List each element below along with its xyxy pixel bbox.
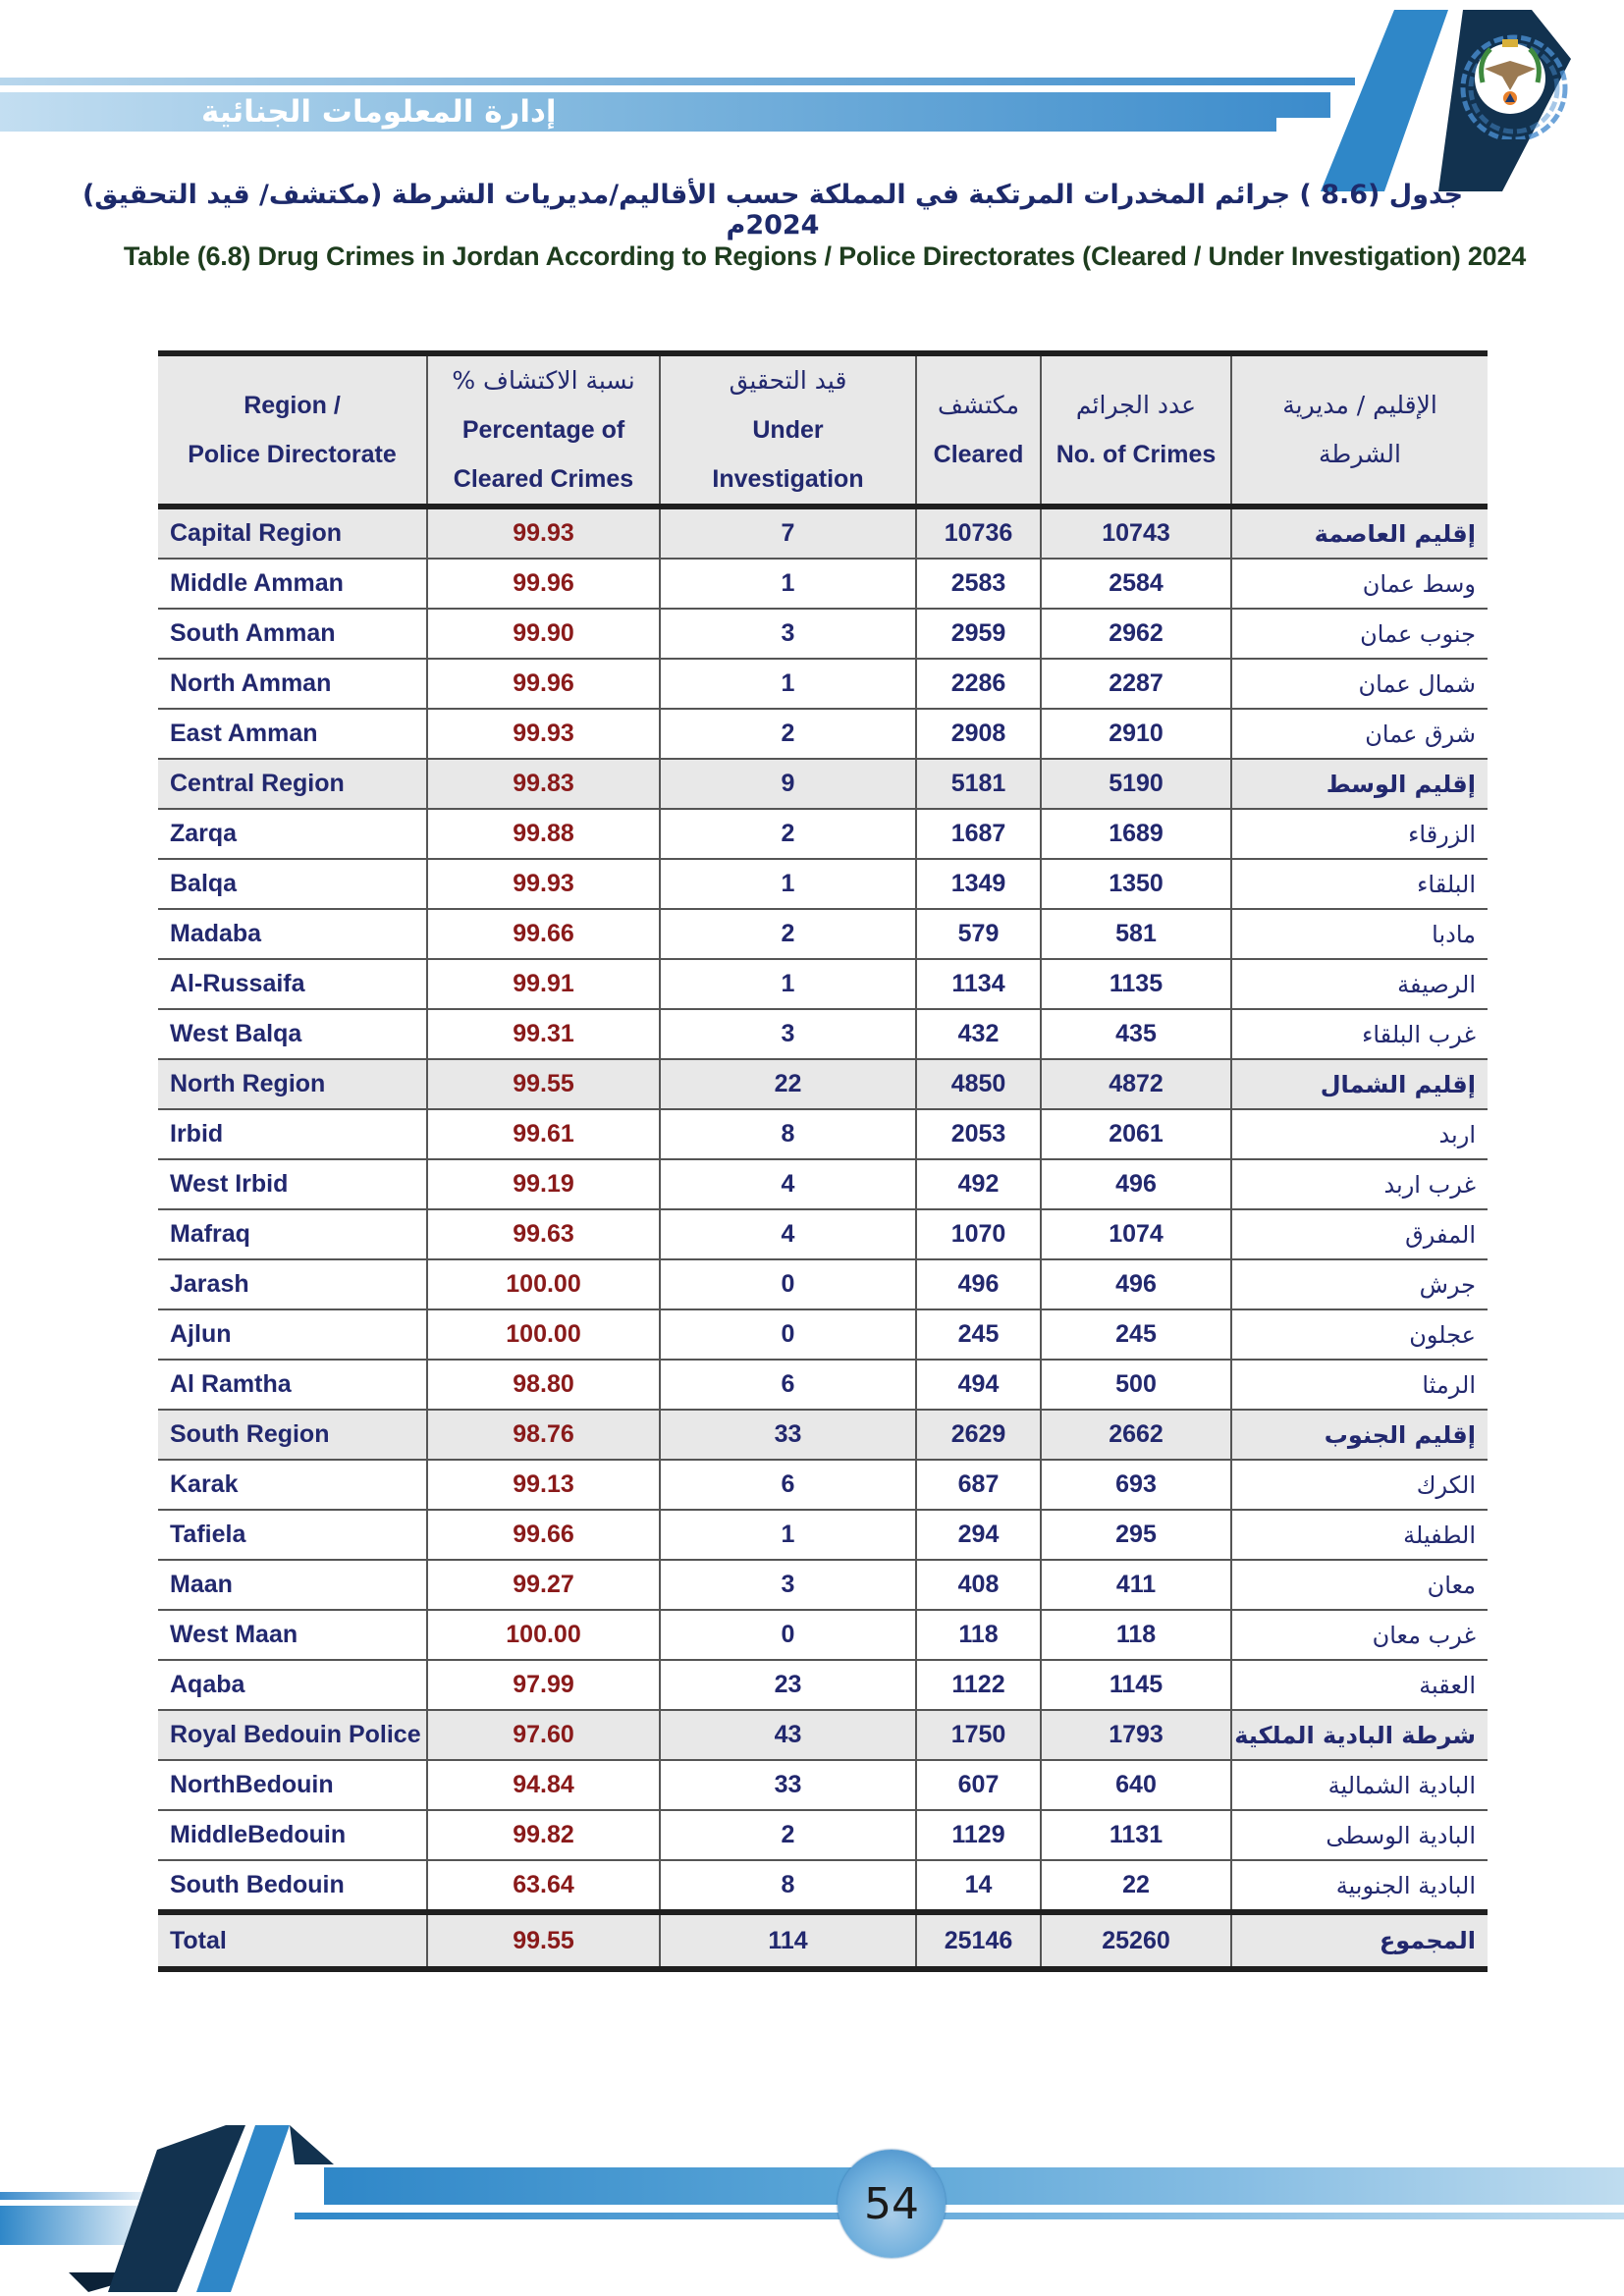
region-name-en: South Bedouin [158,1860,427,1912]
cleared-cell: 687 [916,1460,1041,1510]
no-of-crimes-cell: 2662 [1041,1410,1231,1460]
table-row [158,1460,1488,1510]
cleared-cell: 1122 [916,1660,1041,1710]
region-name-ar: غرب البلقاء [1231,1009,1488,1059]
table-row [158,1660,1488,1710]
under-investigation-cell: 0 [660,1610,916,1660]
table-row [158,1510,1488,1560]
table-row [158,809,1488,859]
under-investigation-cell: 4 [660,1209,916,1259]
region-name-ar: إقليم الجنوب [1231,1410,1488,1460]
under-investigation-cell: 114 [660,1912,916,1969]
column-header-no-of-crimes: عدد الجرائم No. of Crimes [1041,353,1231,507]
table-row [158,1209,1488,1259]
percentage-cleared-cell: 99.55 [427,1059,660,1109]
column-header-under-investigation: قيد التحقيق Under Investigation [660,353,916,507]
percentage-cleared-cell: 99.82 [427,1810,660,1860]
no-of-crimes-cell: 10743 [1041,507,1231,559]
region-name-en: MiddleBedouin [158,1810,427,1860]
cleared-cell: 5181 [916,759,1041,809]
percentage-cleared-cell: 99.31 [427,1009,660,1059]
percentage-cleared-cell: 99.93 [427,859,660,909]
no-of-crimes-cell: 2061 [1041,1109,1231,1159]
no-of-crimes-cell: 2584 [1041,559,1231,609]
table-row [158,1710,1488,1760]
table-row [158,659,1488,709]
region-name-en: West Irbid [158,1159,427,1209]
region-name-en: Central Region [158,759,427,809]
cleared-cell: 2908 [916,709,1041,759]
under-investigation-cell: 3 [660,1009,916,1059]
no-of-crimes-cell: 1689 [1041,809,1231,859]
region-name-ar: إقليم العاصمة [1231,507,1488,559]
percentage-cleared-cell: 97.60 [427,1710,660,1760]
under-investigation-cell: 4 [660,1159,916,1209]
percentage-cleared-cell: 98.76 [427,1410,660,1460]
no-of-crimes-cell: 245 [1041,1309,1231,1360]
table-row [158,1610,1488,1660]
no-of-crimes-cell: 1350 [1041,859,1231,909]
under-investigation-cell: 7 [660,507,916,559]
region-name-en: Capital Region [158,507,427,559]
under-investigation-cell: 1 [660,659,916,709]
cleared-cell: 294 [916,1510,1041,1560]
under-investigation-cell: 33 [660,1410,916,1460]
no-of-crimes-cell: 500 [1041,1360,1231,1410]
no-of-crimes-cell: 411 [1041,1560,1231,1610]
cleared-cell: 2583 [916,559,1041,609]
table-row [158,507,1488,559]
region-name-en: Al-Russaifa [158,959,427,1009]
region-name-ar: البادية الجنوبية [1231,1860,1488,1912]
page-number: 54 [864,2178,919,2229]
table-row [158,709,1488,759]
table-row [158,759,1488,809]
region-name-ar: العقبة [1231,1660,1488,1710]
footer-stripe-thin [295,2213,1624,2219]
under-investigation-cell: 1 [660,559,916,609]
table-row [158,1259,1488,1309]
region-name-en: Al Ramtha [158,1360,427,1410]
table-row [158,1059,1488,1109]
region-name-en: Aqaba [158,1660,427,1710]
table-title-arabic: جدول (8.6 ) جرائم المخدرات المرتكبة في المملكة حسب الأقاليم/مديريات الشرطة (مكتشف/ قيد التحقيق) 2024م [81,180,1464,240]
cleared-cell: 2286 [916,659,1041,709]
percentage-cleared-cell: 99.83 [427,759,660,809]
drug-crimes-table [158,350,1488,1972]
region-name-en: Balqa [158,859,427,909]
region-name-en: Mafraq [158,1209,427,1259]
table-header-row [158,353,1488,507]
table-row [158,1360,1488,1410]
no-of-crimes-cell: 581 [1041,909,1231,959]
region-name-ar: جرش [1231,1259,1488,1309]
region-name-ar: وسط عمان [1231,559,1488,609]
no-of-crimes-cell: 295 [1041,1510,1231,1560]
cleared-cell: 4850 [916,1059,1041,1109]
region-name-ar: شمال عمان [1231,659,1488,709]
no-of-crimes-cell: 2962 [1041,609,1231,659]
no-of-crimes-cell: 5190 [1041,759,1231,809]
header-banner [0,92,1330,132]
under-investigation-cell: 43 [660,1710,916,1760]
region-name-ar: البلقاء [1231,859,1488,909]
percentage-cleared-cell: 99.63 [427,1209,660,1259]
cleared-cell: 408 [916,1560,1041,1610]
percentage-cleared-cell: 99.96 [427,659,660,709]
table-row [158,1410,1488,1460]
region-name-en: Royal Bedouin Police [158,1710,427,1760]
no-of-crimes-cell: 1135 [1041,959,1231,1009]
column-header-cleared: مكتشف Cleared [916,353,1041,507]
cleared-cell: 607 [916,1760,1041,1810]
no-of-crimes-cell: 1145 [1041,1660,1231,1710]
percentage-cleared-cell: 99.90 [427,609,660,659]
percentage-cleared-cell: 94.84 [427,1760,660,1810]
percentage-cleared-cell: 99.88 [427,809,660,859]
no-of-crimes-cell: 640 [1041,1760,1231,1810]
percentage-cleared-cell: 98.80 [427,1360,660,1410]
table-row [158,1860,1488,1912]
percentage-cleared-cell: 99.93 [427,507,660,559]
region-name-ar: مادبا [1231,909,1488,959]
percentage-cleared-cell: 99.19 [427,1159,660,1209]
cleared-cell: 10736 [916,507,1041,559]
region-name-en: NorthBedouin [158,1760,427,1810]
cleared-cell: 245 [916,1309,1041,1360]
percentage-cleared-cell: 99.61 [427,1109,660,1159]
region-name-ar: الرصيفة [1231,959,1488,1009]
percentage-cleared-cell: 97.99 [427,1660,660,1710]
cleared-cell: 1070 [916,1209,1041,1259]
region-name-ar: الرمثا [1231,1360,1488,1410]
cleared-cell: 2629 [916,1410,1041,1460]
column-header-region-en: Region / Police Directorate [158,353,427,507]
percentage-cleared-cell: 100.00 [427,1259,660,1309]
table-body [158,507,1488,1969]
region-name-en: South Region [158,1410,427,1460]
region-name-en: Ajlun [158,1309,427,1360]
percentage-cleared-cell: 99.27 [427,1560,660,1610]
under-investigation-cell: 2 [660,1810,916,1860]
region-name-en: Jarash [158,1259,427,1309]
region-name-ar: جنوب عمان [1231,609,1488,659]
percentage-cleared-cell: 99.66 [427,1510,660,1560]
region-name-ar: اربد [1231,1109,1488,1159]
table-row [158,1159,1488,1209]
cleared-cell: 1750 [916,1710,1041,1760]
region-name-ar: عجلون [1231,1309,1488,1360]
public-security-emblem-icon [1453,22,1571,139]
under-investigation-cell: 3 [660,1560,916,1610]
percentage-cleared-cell: 99.91 [427,959,660,1009]
under-investigation-cell: 1 [660,859,916,909]
percentage-cleared-cell: 99.13 [427,1460,660,1510]
header-slash-graphic [1276,0,1624,196]
region-name-ar: البادية الشمالية [1231,1760,1488,1810]
cleared-cell: 492 [916,1159,1041,1209]
region-name-ar: شرق عمان [1231,709,1488,759]
cleared-cell: 496 [916,1259,1041,1309]
cleared-cell: 14 [916,1860,1041,1912]
region-name-ar: البادية الوسطى [1231,1810,1488,1860]
no-of-crimes-cell: 2287 [1041,659,1231,709]
region-name-ar: المفرق [1231,1209,1488,1259]
no-of-crimes-cell: 118 [1041,1610,1231,1660]
region-name-ar: الكرك [1231,1460,1488,1510]
region-name-ar: إقليم الشمال [1231,1059,1488,1109]
no-of-crimes-cell: 1131 [1041,1810,1231,1860]
no-of-crimes-cell: 496 [1041,1259,1231,1309]
region-name-ar: إقليم الوسط [1231,759,1488,809]
cleared-cell: 2959 [916,609,1041,659]
region-name-en: East Amman [158,709,427,759]
under-investigation-cell: 33 [660,1760,916,1810]
region-name-en: West Maan [158,1610,427,1660]
table-row [158,859,1488,909]
table-row [158,609,1488,659]
region-name-en: North Amman [158,659,427,709]
under-investigation-cell: 8 [660,1109,916,1159]
region-name-ar: معان [1231,1560,1488,1610]
region-name-en: Zarqa [158,809,427,859]
no-of-crimes-cell: 435 [1041,1009,1231,1059]
table-row [158,1009,1488,1059]
no-of-crimes-cell: 693 [1041,1460,1231,1510]
region-name-ar: الطفيلة [1231,1510,1488,1560]
cleared-cell: 2053 [916,1109,1041,1159]
header-stripe-thin [0,78,1355,85]
no-of-crimes-cell: 1074 [1041,1209,1231,1259]
table-row [158,1760,1488,1810]
under-investigation-cell: 1 [660,959,916,1009]
cleared-cell: 1134 [916,959,1041,1009]
region-name-en: Maan [158,1560,427,1610]
cleared-cell: 1349 [916,859,1041,909]
region-name-en: Tafiela [158,1510,427,1560]
under-investigation-cell: 8 [660,1860,916,1912]
region-name-en: South Amman [158,609,427,659]
region-name-en: Total [158,1912,427,1969]
under-investigation-cell: 6 [660,1360,916,1410]
no-of-crimes-cell: 22 [1041,1860,1231,1912]
region-name-en: Karak [158,1460,427,1510]
percentage-cleared-cell: 99.66 [427,909,660,959]
percentage-cleared-cell: 99.96 [427,559,660,609]
cleared-cell: 494 [916,1360,1041,1410]
under-investigation-cell: 2 [660,909,916,959]
table-row [158,1309,1488,1360]
region-name-en: North Region [158,1059,427,1109]
region-name-ar: شرطة البادية الملكية [1231,1710,1488,1760]
under-investigation-cell: 22 [660,1059,916,1109]
under-investigation-cell: 9 [660,759,916,809]
under-investigation-cell: 2 [660,709,916,759]
under-investigation-cell: 0 [660,1259,916,1309]
table-title-english: Table (6.8) Drug Crimes in Jordan According to Regions / Police Directorates (Cleared / Under Investigation) 2024 [123,241,1527,271]
percentage-cleared-cell: 99.93 [427,709,660,759]
table-row [158,1560,1488,1610]
percentage-cleared-cell: 63.64 [427,1860,660,1912]
cleared-cell: 432 [916,1009,1041,1059]
region-name-ar: المجموع [1231,1912,1488,1969]
table-row [158,909,1488,959]
region-name-en: Irbid [158,1109,427,1159]
department-name: إدارة المعلومات الجنائية [201,94,557,130]
under-investigation-cell: 23 [660,1660,916,1710]
footer-slash-graphic [49,2125,442,2292]
cleared-cell: 1129 [916,1810,1041,1860]
table-row [158,1109,1488,1159]
under-investigation-cell: 1 [660,1510,916,1560]
page-number-badge [838,2150,946,2258]
cleared-cell: 118 [916,1610,1041,1660]
region-name-en: Madaba [158,909,427,959]
column-header-region-ar: الإقليم / مديرية الشرطة [1231,353,1488,507]
cleared-cell: 579 [916,909,1041,959]
percentage-cleared-cell: 100.00 [427,1610,660,1660]
no-of-crimes-cell: 4872 [1041,1059,1231,1109]
region-name-en: Middle Amman [158,559,427,609]
table-row [158,959,1488,1009]
region-name-ar: غرب معان [1231,1610,1488,1660]
percentage-cleared-cell: 100.00 [427,1309,660,1360]
cleared-cell: 1687 [916,809,1041,859]
region-name-en: West Balqa [158,1009,427,1059]
table-row [158,1810,1488,1860]
no-of-crimes-cell: 1793 [1041,1710,1231,1760]
cleared-cell: 25146 [916,1912,1041,1969]
no-of-crimes-cell: 25260 [1041,1912,1231,1969]
column-header-percentage: نسبة الاكتشاف % Percentage of Cleared Crimes [427,353,660,507]
percentage-cleared-cell: 99.55 [427,1912,660,1969]
under-investigation-cell: 3 [660,609,916,659]
region-name-ar: الزرقاء [1231,809,1488,859]
under-investigation-cell: 6 [660,1460,916,1510]
under-investigation-cell: 2 [660,809,916,859]
no-of-crimes-cell: 2910 [1041,709,1231,759]
no-of-crimes-cell: 496 [1041,1159,1231,1209]
region-name-ar: غرب اربد [1231,1159,1488,1209]
table-total-row [158,1912,1488,1969]
under-investigation-cell: 0 [660,1309,916,1360]
footer-banner [324,2167,1624,2205]
table-row [158,559,1488,609]
